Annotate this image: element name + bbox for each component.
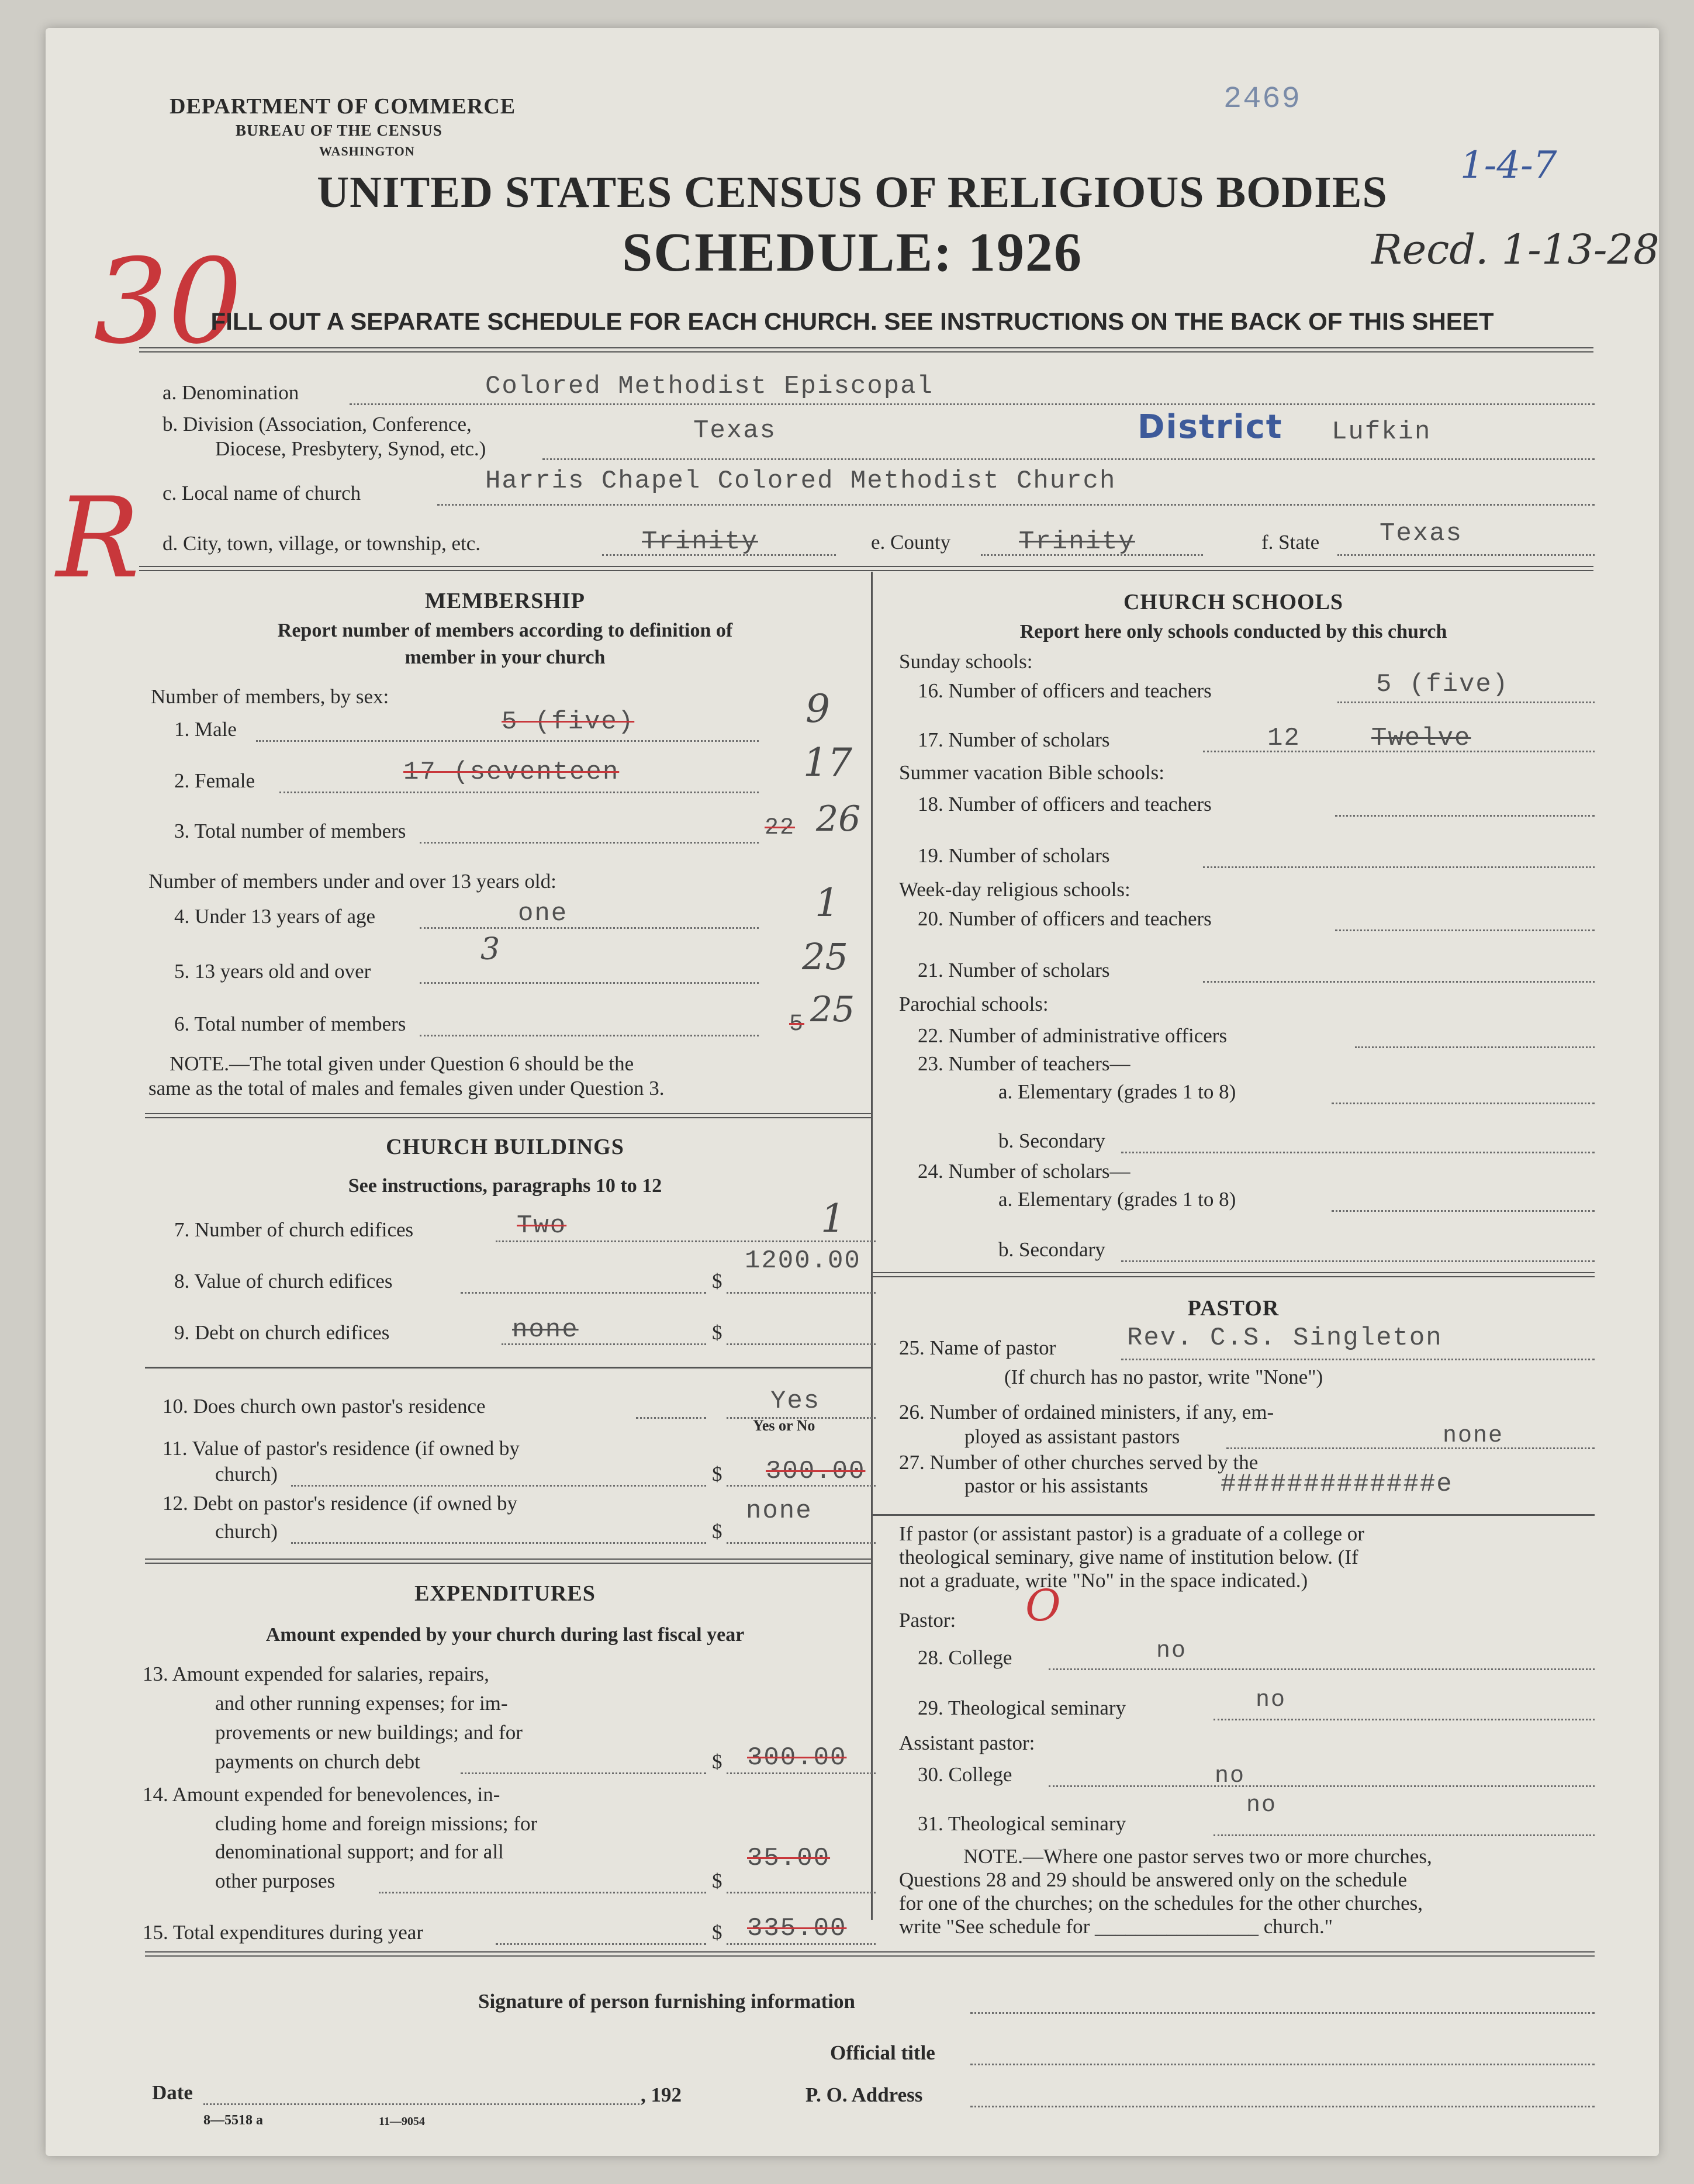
q23b-line [1121, 1152, 1595, 1153]
division-line [542, 458, 1595, 460]
pastor-note-4: write "See schedule for ________________ church." [899, 1915, 1333, 1938]
female-typed-value: 17 (seventeen [403, 758, 620, 787]
q27-value: #############e [1221, 1470, 1453, 1499]
po-address-label: P. O. Address [805, 2083, 923, 2106]
bureau-label: BUREAU OF THE CENSUS [236, 122, 442, 139]
q13-line-4: payments on church debt [215, 1750, 420, 1773]
form-instruction: FILL OUT A SEPARATE SCHEDULE FOR EACH CHURCH. SEE INSTRUCTIONS ON THE BACK OF THIS SHEET [210, 307, 1494, 335]
under-13-value: 1 [815, 880, 839, 925]
edifices-line [496, 1240, 876, 1242]
q14-line-4: other purposes [215, 1869, 336, 1892]
expenditures-intro: Amount expended by your church during last fiscal year [265, 1624, 745, 1646]
official-title-label: Official title [830, 2041, 935, 2064]
print-number: 11—9054 [379, 2115, 425, 2128]
city-value: Trinity [642, 527, 758, 557]
q24a-line [1332, 1210, 1595, 1212]
edifice-value-line [461, 1292, 706, 1294]
q17-label: 17. Number of scholars [918, 728, 1110, 751]
q28-value: no [1156, 1638, 1187, 1664]
edifices-typed: Two [517, 1211, 567, 1240]
female-line [279, 792, 759, 793]
church-name-value: Harris Chapel Colored Methodist Church [485, 466, 1116, 496]
q14-value: 35.00 [747, 1844, 831, 1873]
residence-value-dollar: $ [712, 1463, 722, 1485]
pastor-note-2: Questions 28 and 29 should be answered only on the schedule [899, 1868, 1408, 1891]
parochial-schools-label: Parochial schools: [899, 993, 1049, 1015]
membership-divider [145, 1113, 871, 1118]
under-13-line [420, 927, 759, 929]
county-label: e. County [871, 531, 951, 554]
signature-line[interactable] [970, 2012, 1595, 2014]
total-by-age-line [420, 1035, 759, 1036]
total-members-value: 26 [816, 799, 861, 839]
q22-label: 22. Number of administrative officers [918, 1024, 1228, 1047]
q25-label: 25. Name of pastor [899, 1336, 1056, 1359]
district-value: Lufkin [1332, 417, 1432, 447]
header-divider [139, 347, 1593, 353]
edifice-dollar: $ [712, 1270, 722, 1293]
pastor-note-1: NOTE.—Where one pastor serves two or more churches, [963, 1845, 1432, 1868]
q16-value: 5 (five) [1376, 670, 1509, 699]
male-value: 9 [805, 686, 830, 731]
total-members-line [420, 842, 759, 844]
edifice-amount-line [727, 1292, 876, 1294]
schools-title: CHURCH SCHOOLS [1123, 590, 1344, 614]
q14-line-3: denominational support; and for all [215, 1840, 504, 1863]
form-title: UNITED STATES CENSUS OF RELIGIOUS BODIES [317, 168, 1388, 217]
q24-label: 24. Number of scholars— [918, 1160, 1131, 1183]
q29-line [1214, 1719, 1595, 1720]
q30-label: 30. College [918, 1763, 1012, 1786]
residence-debt-line [291, 1542, 706, 1544]
q20-label: 20. Number of officers and teachers [918, 907, 1212, 930]
edifice-debt-label: 9. Debt on church edifices [174, 1321, 390, 1344]
department-label: DEPARTMENT OF COMMERCE [170, 94, 516, 119]
under-13-label: 4. Under 13 years of age [174, 905, 376, 928]
q15-amount-line [727, 1943, 876, 1945]
buildings-mid-divider [145, 1367, 871, 1369]
residence-debt-label-2: church) [215, 1520, 278, 1543]
pastor-note-3: for one of the churches; on the schedules for the other churches, [899, 1892, 1423, 1915]
q29-label: 29. Theological seminary [918, 1696, 1126, 1719]
po-address-line[interactable] [970, 2106, 1595, 2107]
column-divider [871, 572, 873, 1920]
washington-label: WASHINGTON [319, 144, 415, 158]
q15-dollar: $ [712, 1921, 722, 1944]
q26-label-2: ployed as assistant pastors [964, 1425, 1180, 1448]
red-letter-annotation: R [56, 474, 140, 603]
pastor-title: PASTOR [1187, 1296, 1280, 1321]
q13-line-1: 13. Amount expended for salaries, repairs, [143, 1663, 489, 1685]
q24b-label: b. Secondary [998, 1238, 1105, 1261]
female-label: 2. Female [174, 769, 255, 792]
edifices-label: 7. Number of church edifices [174, 1218, 414, 1241]
q31-label: 31. Theological seminary [918, 1812, 1126, 1835]
general-divider [139, 566, 1593, 571]
district-stamp: District [1138, 408, 1283, 446]
q26-line [1226, 1447, 1595, 1449]
q25-line [1121, 1359, 1595, 1360]
q23-label: 23. Number of teachers— [918, 1052, 1131, 1075]
q14-amount-line [727, 1892, 876, 1893]
female-value: 17 [803, 740, 852, 785]
q26-label-1: 26. Number of ordained ministers, if any, em- [899, 1401, 1274, 1423]
total-members-label: 3. Total number of members [174, 820, 406, 842]
membership-note-1: NOTE.—The total given under Question 6 should be the [170, 1052, 634, 1075]
q21-line [1203, 981, 1595, 983]
q30-value: no [1215, 1763, 1246, 1789]
q13-value: 300.00 [747, 1743, 847, 1772]
edifice-value: 1200.00 [745, 1246, 861, 1276]
over-13-label: 5. 13 years old and over [174, 960, 371, 983]
q30-line [1049, 1785, 1595, 1787]
q18-line [1335, 815, 1595, 817]
summer-schools-label: Summer vacation Bible schools: [899, 761, 1164, 784]
graduate-text-3: not a graduate, write "No" in the space indicated.) [899, 1569, 1308, 1592]
q20-line [1335, 929, 1595, 931]
q14-line-1: 14. Amount expended for benevolences, in- [143, 1783, 500, 1806]
membership-intro-1: Report number of members according to definition of [277, 620, 733, 641]
membership-note-2: same as the total of males and females given under Question 3. [148, 1077, 665, 1100]
census-schedule-sheet [46, 28, 1659, 2156]
state-line [1337, 554, 1595, 556]
q15-line [496, 1943, 706, 1945]
q13-line [461, 1772, 706, 1774]
q15-label: 15. Total expenditures during year [143, 1921, 423, 1944]
expenditures-title: EXPENDITURES [414, 1581, 596, 1606]
q13-dollar: $ [712, 1750, 722, 1773]
q31-value: no [1246, 1792, 1277, 1819]
q14-line-2: cluding home and foreign missions; for [215, 1812, 538, 1835]
weekday-schools-label: Week-day religious schools: [899, 878, 1131, 901]
footer-divider [145, 1951, 1595, 1957]
membership-title: MEMBERSHIP [425, 589, 585, 613]
q19-label: 19. Number of scholars [918, 844, 1110, 867]
assistant-pastor-label: Assistant pastor: [899, 1732, 1035, 1754]
edifice-value-label: 8. Value of church edifices [174, 1270, 393, 1293]
q14-dollar: $ [712, 1869, 722, 1892]
schools-intro: Report here only schools conducted by this church [1019, 621, 1447, 642]
total-by-age-typed: 5 [789, 1011, 805, 1038]
q29-value: no [1256, 1687, 1287, 1713]
form-subtitle: SCHEDULE: 1926 [622, 222, 1083, 283]
residence-debt-label-1: 12. Debt on pastor's residence (if owned by [163, 1492, 517, 1515]
q14-line [379, 1892, 706, 1893]
q23a-line [1332, 1103, 1595, 1104]
division-value: Texas [693, 416, 777, 445]
q31-line [1214, 1834, 1595, 1836]
city-label: d. City, town, village, or township, etc. [163, 532, 481, 555]
buildings-intro: See instructions, paragraphs 10 to 12 [348, 1175, 662, 1197]
owns-residence-label: 10. Does church own pastor's residence [163, 1395, 486, 1418]
date-label: Date [152, 2081, 193, 2104]
q21-label: 21. Number of scholars [918, 959, 1110, 982]
county-value: Trinity [1019, 527, 1135, 557]
by-sex-label: Number of members, by sex: [151, 685, 389, 708]
residence-debt-amount-line [727, 1542, 876, 1544]
church-name-label: c. Local name of church [163, 482, 361, 504]
signature-label: Signature of person furnishing information [478, 1990, 855, 2013]
q13-line-2: and other running expenses; for im- [215, 1692, 508, 1715]
residence-value-label-1: 11. Value of pastor's residence (if owned by [163, 1437, 520, 1460]
edifice-debt-dollar: $ [712, 1321, 722, 1344]
q22-line [1355, 1046, 1595, 1048]
q24a-label: a. Elementary (grades 1 to 8) [998, 1188, 1236, 1211]
denomination-value: Colored Methodist Episcopal [485, 372, 934, 401]
residence-debt-dollar: $ [712, 1520, 722, 1543]
age-label: Number of members under and over 13 years old: [148, 870, 556, 893]
q27-label-1: 27. Number of other churches served by the [899, 1451, 1259, 1474]
denomination-label: a. Denomination [163, 381, 299, 404]
q17-words: Twelve [1371, 724, 1471, 753]
q19-line [1203, 866, 1595, 868]
schools-divider [872, 1272, 1595, 1277]
q28-line [1049, 1668, 1595, 1670]
church-name-line [437, 504, 1595, 506]
form-number: 8—5518 a [203, 2113, 263, 2128]
q16-line [1337, 701, 1595, 703]
denomination-line [350, 403, 1595, 405]
over-13-typed: 3 [480, 932, 500, 967]
pastor-label: Pastor: [899, 1609, 956, 1632]
over-13-value: 25 [802, 935, 848, 978]
q26-value: none [1443, 1423, 1504, 1449]
owns-residence-hint: Yes or No [753, 1417, 815, 1434]
owns-residence-value: Yes [770, 1387, 821, 1416]
pastor-mark: O [1025, 1581, 1061, 1631]
q15-value: 335.00 [747, 1914, 847, 1943]
edifice-debt-amount-line [727, 1343, 876, 1345]
state-label: f. State [1261, 531, 1320, 554]
residence-value-label-2: church) [215, 1463, 278, 1485]
total-by-age-label: 6. Total number of members [174, 1012, 406, 1035]
q28-label: 28. College [918, 1646, 1012, 1669]
division-label-1: b. Division (Association, Conference, [163, 413, 472, 436]
q25-hint: (If church has no pastor, write "None") [1004, 1366, 1323, 1388]
q23b-label: b. Secondary [998, 1129, 1105, 1152]
date-year: , 192 [641, 2083, 682, 2106]
q25-value: Rev. C.S. Singleton [1127, 1323, 1443, 1353]
male-line [256, 740, 759, 742]
q27-label-2: pastor or his assistants [964, 1474, 1149, 1497]
official-title-line[interactable] [970, 2064, 1595, 2065]
pastor-mid-divider [872, 1514, 1595, 1516]
under-13-typed: one [518, 899, 568, 928]
q13-line-3: provements or new buildings; and for [215, 1721, 523, 1744]
q24b-line [1121, 1260, 1595, 1262]
total-members-typed: 22 [765, 815, 796, 841]
residence-value-line [291, 1485, 706, 1487]
q13-amount-line [727, 1772, 876, 1774]
over-13-line [420, 982, 759, 984]
graduate-text-2: theological seminary, give name of institution below. (If [899, 1546, 1358, 1568]
q17-typed: 12 [1267, 724, 1301, 753]
received-date-annotation: Recd. 1-13-28 [1371, 226, 1660, 274]
owns-residence-line-1 [636, 1417, 706, 1419]
state-value: Texas [1380, 519, 1463, 548]
sunday-schools-label: Sunday schools: [899, 650, 1033, 673]
buildings-title: CHURCH BUILDINGS [386, 1135, 624, 1159]
male-label: 1. Male [174, 718, 237, 741]
buildings-divider [145, 1558, 871, 1564]
graduate-text-1: If pastor (or assistant pastor) is a graduate of a college or [899, 1522, 1364, 1545]
code-annotation: 1-4-7 [1460, 144, 1557, 187]
q18-label: 18. Number of officers and teachers [918, 793, 1212, 815]
membership-intro-2: member in your church [405, 647, 606, 668]
q16-label: 16. Number of officers and teachers [918, 679, 1212, 702]
male-typed-value: 5 (five) [502, 707, 635, 737]
date-line[interactable] [203, 2103, 639, 2105]
total-by-age-value: 25 [810, 989, 855, 1030]
edifice-debt-value: none [512, 1315, 579, 1345]
q23a-label: a. Elementary (grades 1 to 8) [998, 1080, 1236, 1103]
division-label-2: Diocese, Presbytery, Synod, etc.) [215, 437, 486, 460]
residence-debt-value: none [746, 1497, 813, 1526]
residence-value: 300.00 [766, 1457, 866, 1486]
red-number-annotation: 30 [94, 234, 243, 370]
edifices-value: 1 [821, 1196, 845, 1241]
stamp-number: 2469 [1223, 82, 1301, 116]
